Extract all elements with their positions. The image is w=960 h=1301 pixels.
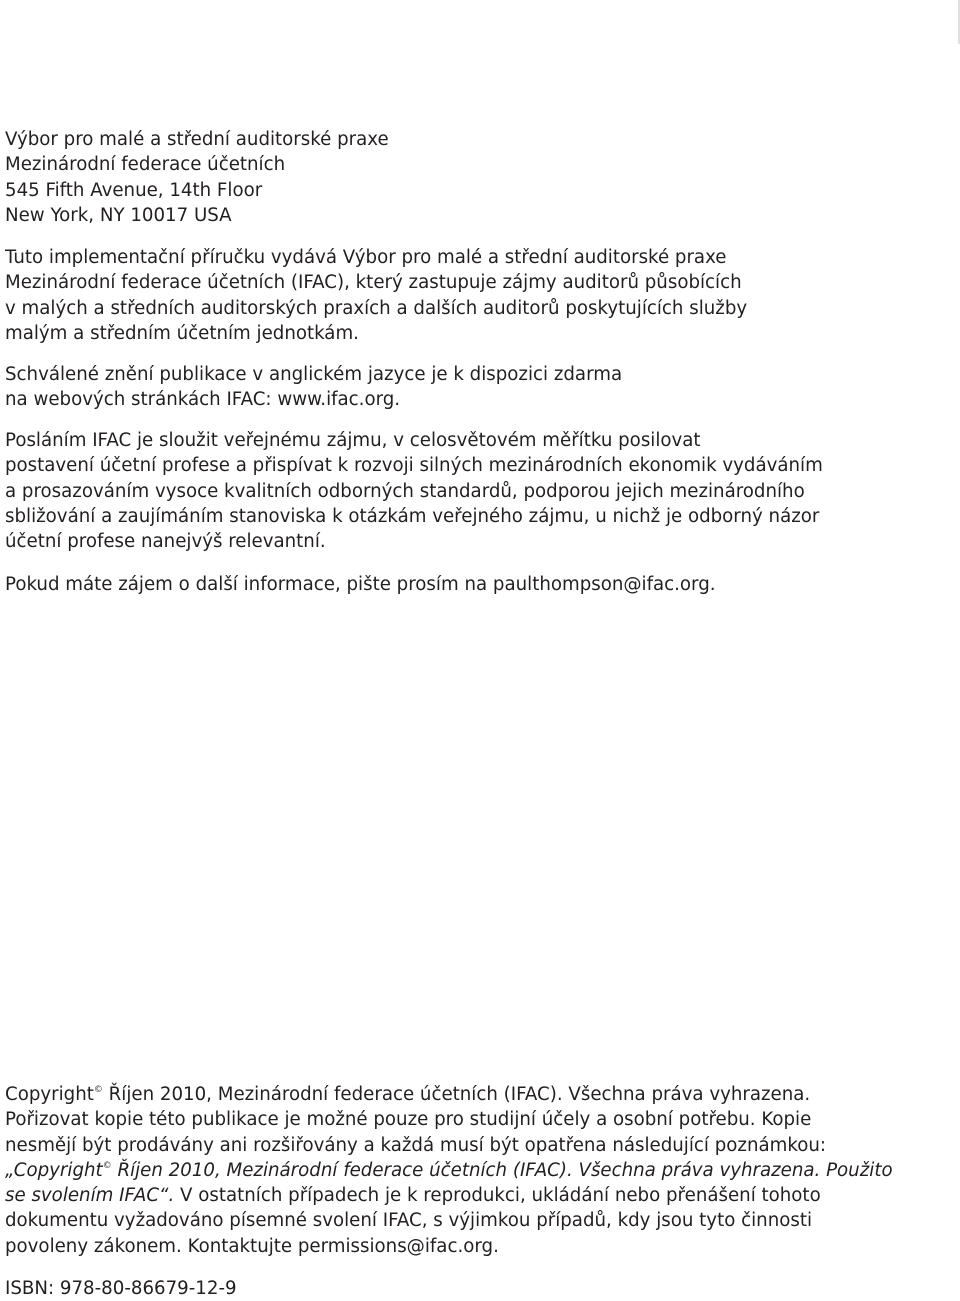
- mission-line: Posláním IFAC je sloužit veřejnému zájmu, v celosvětovém měřítku posilovat: [5, 430, 701, 451]
- copyright-symbol: ©: [93, 1085, 103, 1095]
- intro-paragraph: [5, 245, 905, 346]
- address-line: New York, NY 10017 USA: [5, 204, 232, 226]
- copyright-line: [5, 1082, 905, 1107]
- quote-copyright-word: „Copyright: [5, 1159, 103, 1181]
- copyright-quote-line: [5, 1158, 905, 1183]
- intro-line: Mezinárodní federace účetních (IFAC), který zastupuje zájmy auditorů působících: [5, 272, 742, 294]
- approved-line: Schválené znění publikace v anglickém jazyce je k dispozici zdarma: [5, 364, 623, 385]
- copyright-word: Copyright: [5, 1084, 94, 1105]
- address-line: Výbor pro malé a střední auditorské praxe: [5, 129, 389, 150]
- contact-paragraph: [5, 572, 905, 597]
- intro-line: malým a středním účetním jednotkám.: [5, 322, 359, 344]
- approved-line: na webových stránkách IFAC: www.ifac.org.: [5, 389, 401, 411]
- address-line: Mezinárodní federace účetních: [5, 154, 286, 176]
- address-line: 545 Fifth Avenue, 14th Floor: [5, 179, 263, 201]
- approved-version-paragraph: [5, 362, 905, 413]
- copyright-notice: [5, 1082, 905, 1259]
- mission-line: účetní profese nanejvýš relevantní.: [5, 531, 326, 553]
- isbn: [5, 1276, 905, 1301]
- quote-end: se svolením IFAC“.: [5, 1185, 175, 1207]
- copyright-line: nesmějí být prodávány ani rozšiřovány a každá musí být opatřena následující poznámkou:: [5, 1134, 827, 1156]
- publisher-address: [5, 127, 905, 228]
- contact-line: Pokud máte zájem o další informace, pište prosím na paulthompson@ifac.org.: [5, 574, 716, 595]
- copyright-line-rest: Říjen 2010, Mezinárodní federace účetních (IFAC). Všechna práva vyhrazena.: [102, 1084, 811, 1105]
- quote-line-rest: Říjen 2010, Mezinárodní federace účetních (IFAC). Všechna práva vyhrazena. Použito: [111, 1159, 893, 1181]
- mission-paragraph: [5, 428, 905, 554]
- copyright-symbol: ©: [102, 1160, 112, 1171]
- intro-line: Tuto implementační příručku vydává Výbor pro malé a střední auditorské praxe: [5, 247, 727, 268]
- intro-line: v malých a středních auditorských praxích a dalších auditorů poskytujících služby: [5, 297, 748, 319]
- mission-line: postavení účetní profese a přispívat k rozvoji silných mezinárodních ekonomik vydáváním: [5, 455, 823, 477]
- isbn-text: ISBN: 978-80-86679-12-9: [5, 1278, 237, 1299]
- mission-line: a prosazováním vysoce kvalitních odborných standardů, podporou jejich mezinárodního: [5, 480, 805, 502]
- copyright-line: Pořizovat kopie této publikace je možné pouze pro studijní účely a osobní potřebu. Kopie: [5, 1109, 812, 1131]
- mission-line: sbližování a zaujímáním stanoviska k otázkám veřejného zájmu, u nichž je odborný názor: [5, 505, 820, 527]
- copyright-line: povoleny zákonem. Kontaktujte permissions@ifac.org.: [5, 1235, 499, 1257]
- copyright-line: [5, 1183, 905, 1208]
- copyright-line-rest: V ostatních případech je k reprodukci, ukládání nebo přenášení tohoto: [174, 1185, 821, 1207]
- copyright-line: dokumentu vyžadováno písemné svolení IFAC, s výjimkou případů, kdy jsou tyto činnosti: [5, 1210, 813, 1232]
